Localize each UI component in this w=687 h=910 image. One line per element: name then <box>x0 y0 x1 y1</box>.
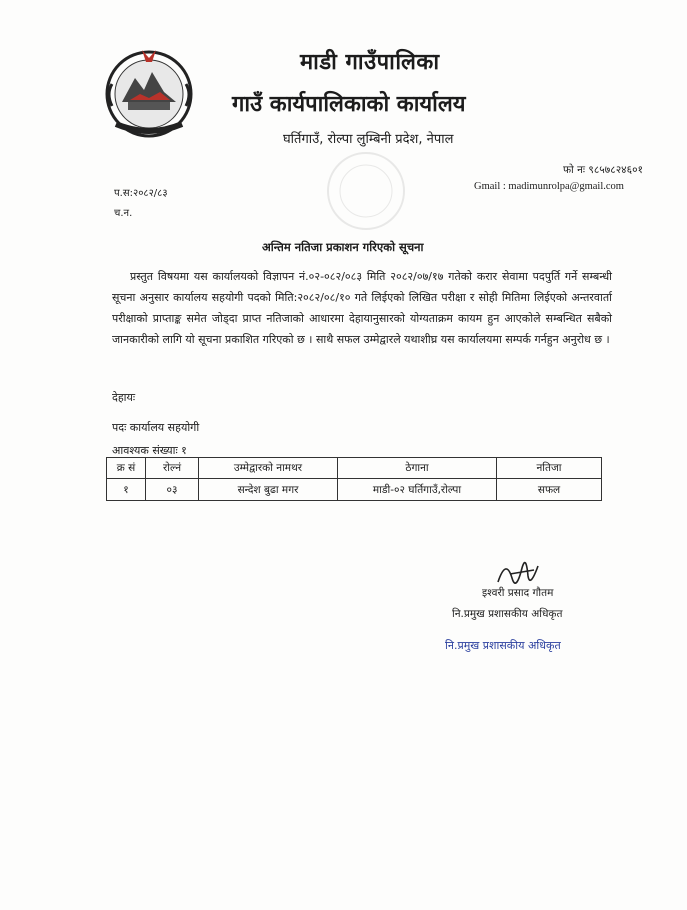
col-header-result: नतिजा <box>497 458 602 479</box>
col-header-name: उम्मेद्वारको नामथर <box>199 458 338 479</box>
cell-serial: १ <box>107 479 146 501</box>
post-label: पदः कार्यालय सहयोगी <box>112 421 200 434</box>
email-address: Gmail : madimunrolpa@gmail.com <box>474 181 624 192</box>
table-header-row <box>107 458 602 479</box>
dispatch-number: च.न. <box>114 208 133 219</box>
official-stamp: नि.प्रमुख प्रशासकीय अधिकृत <box>445 639 561 652</box>
results-table <box>106 457 602 501</box>
cell-roll: ०३ <box>146 479 199 501</box>
cell-result: सफल <box>497 479 602 501</box>
table-row <box>107 479 602 501</box>
signatory-title: नि.प्रमुख प्रशासकीय अधिकृत <box>452 608 563 620</box>
notice-subject: अन्तिम नतिजा प्रकाशन गरिएको सूचना <box>262 240 424 254</box>
signatory-name: इश्वरी प्रसाद गौतम <box>482 587 554 599</box>
col-header-roll: रोल्नं <box>146 458 199 479</box>
office-subtitle: गाउँ कार्यपालिकाको कार्यालय <box>232 92 466 117</box>
office-name: माडी गाउँपालिका <box>300 50 440 75</box>
notice-body: प्रस्तुत विषयमा यस कार्यालयको विज्ञापन नं.०२-०८२/०८३ मिति २०८२/०७/१७ गतेको करार सेवामा पदपुर्ति गर्ने सम्बन्धी सूचना अनुसार कार्यालय सहयोगी पदको मिति:२०८२/०८/१० गते लिईएको लिखित परीक्षा र सोही मितिमा लिईएको अन्तरवार्ता परीक्षाको प्राप्ताङ्क समेत जोड्दा प्राप्त नतिजाको आधारमा देहायानुसारको योग्यताक्रम कायम हुन आएकोले सम्बन्धित सबैको जानकारीको लागि यो सूचना प्रकाशित गरिएको छ । साथै सफल उम्मेद्वारले यथाशीघ्र यस कार्यालयमा सम्पर्क गर्नहुन अनुरोध छ । <box>112 270 612 346</box>
nepal-government-emblem-icon <box>100 44 198 140</box>
col-header-serial: क्र सं <box>107 458 146 479</box>
watermark-seal-icon <box>318 148 414 234</box>
required-count: आवश्यक संख्याः १ <box>112 444 187 457</box>
cell-address: माडी-०२ घर्तिगाउँ,रोल्पा <box>338 479 497 501</box>
office-address: घर्तिगाउँ, रोल्पा लुम्बिनी प्रदेश, नेपाल <box>283 132 454 147</box>
col-header-address: ठेगाना <box>338 458 497 479</box>
phone-number: फो नः ९८५७८२४६०१ <box>562 164 643 176</box>
letter-number: प.स:२०८२/८३ <box>114 188 168 199</box>
cell-name: सन्देश बुढा मगर <box>199 479 338 501</box>
dehay-label: देहायः <box>112 391 136 404</box>
